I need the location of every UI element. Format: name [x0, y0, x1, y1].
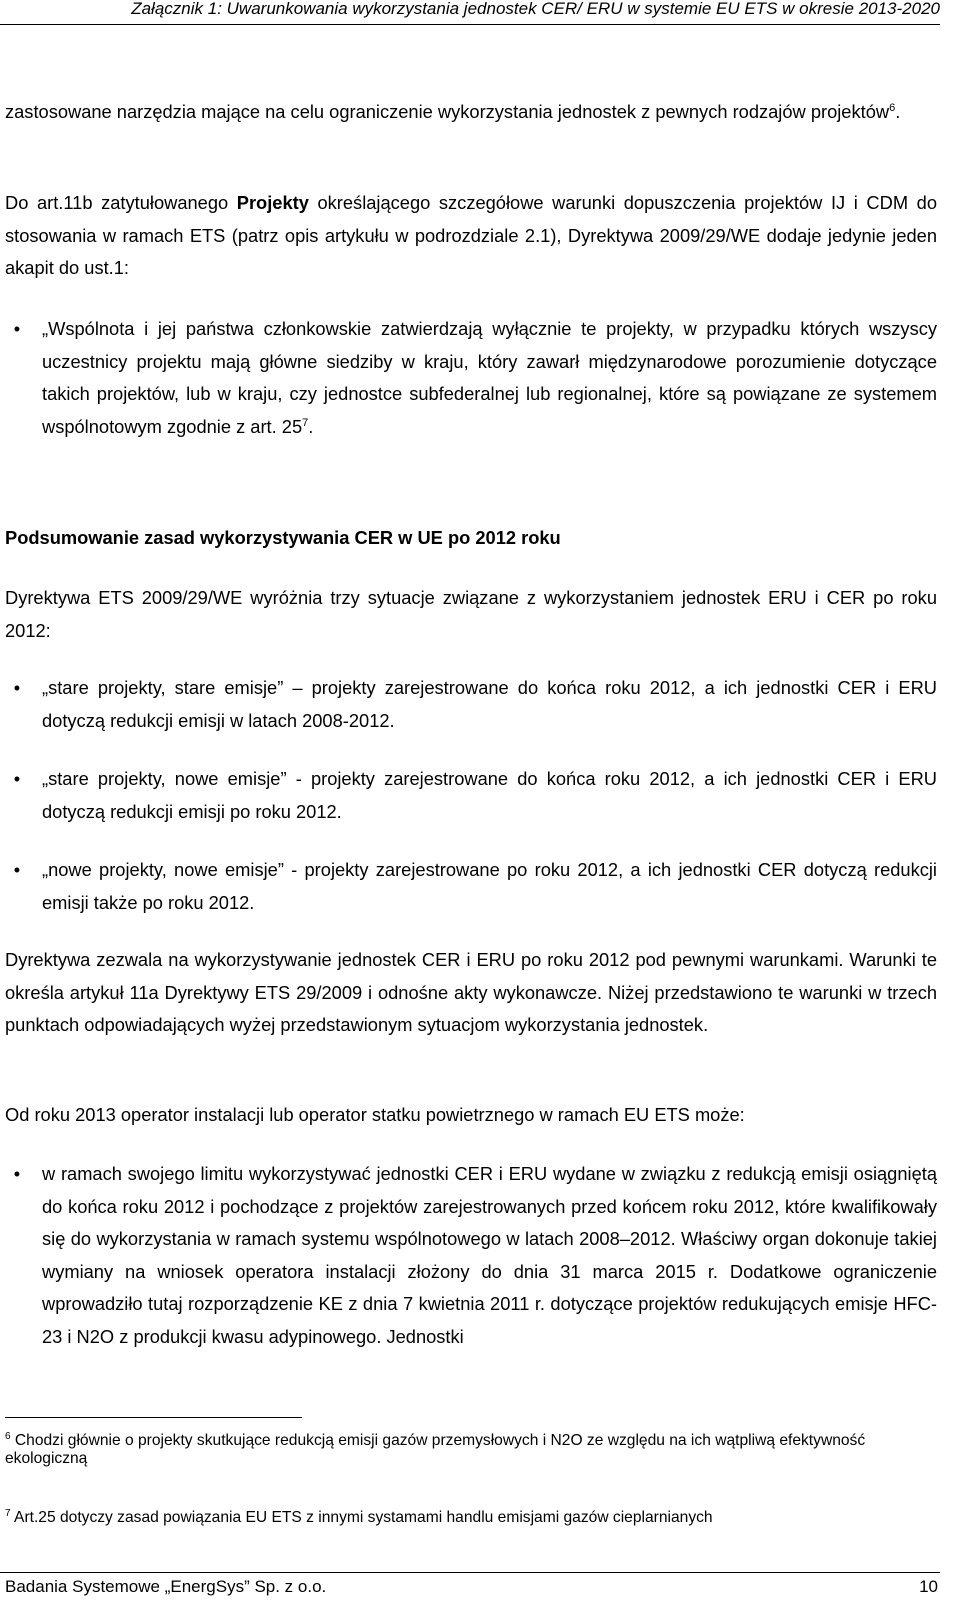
paragraph-1 [5, 96, 937, 129]
quote-bullet-text: „Wspólnota i jej państwa członkowskie zatwierdzają wyłącznie te projekty, w przypadku których wszyscy uczestnicy projektu mają główne siedziby w kraju, który zawarł międzynarodowe porozumienie dotyczące takich projektów, lub w kraju, czy jednostce subfederalnej lub regionalnej, które są powiązane ze systemem wspólnotowym zgodnie z art. 25 [42, 318, 937, 437]
page-header [0, 0, 960, 24]
bullet-marker: • [13, 318, 21, 339]
header-title: Załącznik 1: Uwarunkowania wykorzystania jednostek CER/ ERU w systemie EU ETS w okresie 2013-2020 [131, 0, 940, 18]
situation-bullet-3 [5, 854, 937, 919]
paragraph-2-text-b: określającego szczegółowe warunki dopuszczenia projektów IJ i CDM do stosowania w ramach ETS (patrz opis artykułu w podrozdziale 2.1), Dyrektywa 2009/29/WE dodaje jedynie jeden akapit do ust.1: [5, 192, 937, 278]
situation-bullet-2 [5, 763, 937, 828]
paragraph-5: Od roku 2013 operator instalacji lub operator statku powietrznego w ramach EU ETS może: [5, 1104, 745, 1125]
operator-bullet-text: w ramach swojego limitu wykorzystywać jednostki CER i ERU wydane w związku z redukcją emisji osiągniętą do końca roku 2012 i pochodzące z projektów zarejestrowanych przed końcem roku 2012, które kwalifikowały się do wykorzystania w ramach systemu wspólnotowego w latach 2008–2012. Właściwy organ dokonuje takiej wymiany na wniosek operatora instalacji złożony do dnia 31 marca 2015 r. Dodatkowe ograniczenie wprowadziło tutaj rozporządzenie KE z dnia 7 kwietnia 2011 r. dotyczące projektów redukujących emisje HFC-23 i N2O z produkcji kwasu adypinowego. Jednostki [42, 1163, 937, 1347]
paragraph-3: Dyrektywa ETS 2009/29/WE wyróżnia trzy sytuacje związane z wykorzystaniem jednostek ERU i CER po roku 2012: [5, 587, 937, 641]
paragraph-4: Dyrektywa zezwala na wykorzystywanie jednostek CER i ERU po roku 2012 pod pewnymi warunkami. Warunki te określa artykuł 11a Dyrektywy ETS 29/2009 i odnośne akty wykonawcze. Niżej przedstawiono te warunki w trzech punktach odpowiadających wyżej przedstawionym sytuacjom wykorzystania jednostek. [5, 949, 937, 1035]
page-number: 10 [919, 1577, 938, 1596]
bullet-marker: • [13, 677, 21, 698]
paragraph-2 [5, 187, 937, 285]
footnote-ref-7: 7 [302, 416, 309, 429]
footer-company: Badania Systemowe „EnergSys” Sp. z o.o. [5, 1577, 327, 1596]
footnote-6 [5, 1432, 937, 1468]
paragraph-2-bold: Projekty [236, 192, 309, 213]
bullet-marker: • [13, 1163, 21, 1184]
footnote-separator [5, 1417, 302, 1418]
bullet-marker: • [13, 768, 21, 789]
footnote-6-number: 6 [5, 1430, 11, 1442]
footnote-ref-6: 6 [889, 101, 896, 114]
header-rule [0, 24, 940, 25]
paragraph-2-text-a: Do art.11b zatytułowanego [5, 192, 237, 213]
footer-rule [0, 1572, 940, 1573]
situation-bullet-2-text: „stare projekty, nowe emisje” - projekty zarejestrowane do końca roku 2012, a ich jednostki CER i ERU dotyczą redukcji emisji po roku 2012. [42, 768, 937, 822]
bullet-marker: • [13, 859, 21, 880]
operator-bullet [5, 1158, 937, 1353]
footnote-7-number: 7 [5, 1507, 11, 1519]
footnote-7 [5, 1509, 937, 1527]
situation-bullet-1-text: „stare projekty, stare emisje” – projekty zarejestrowane do końca roku 2012, a ich jednostki CER i ERU dotyczą redukcji emisji w latach 2008-2012. [42, 677, 937, 731]
quote-bullet [5, 313, 937, 443]
quote-bullet-text-wrap [42, 313, 937, 443]
section-heading: Podsumowanie zasad wykorzystywania CER w UE po 2012 roku [5, 527, 561, 548]
situation-bullet-1 [5, 672, 937, 737]
quote-bullet-tail: . [308, 415, 314, 437]
situation-bullet-3-text: „nowe projekty, nowe emisje” - projekty zarejestrowane po roku 2012, a ich jednostki CER dotyczą redukcji emisji także po roku 2012. [42, 859, 937, 913]
footnote-6-text: Chodzi głównie o projekty skutkujące redukcją emisji gazów przemysłowych i N2O ze względu na ich wątpliwą efektywność ekologiczną [5, 1432, 866, 1467]
paragraph-1-tail: . [895, 101, 901, 122]
footnote-7-text: Art.25 dotyczy zasad powiązania EU ETS z innymi systamami handlu emisjami gazów cieplarnianych [14, 1509, 713, 1526]
paragraph-1-text: zastosowane narzędzia mające na celu ograniczenie wykorzystania jednostek z pewnych rodzajów projektów [5, 101, 890, 122]
